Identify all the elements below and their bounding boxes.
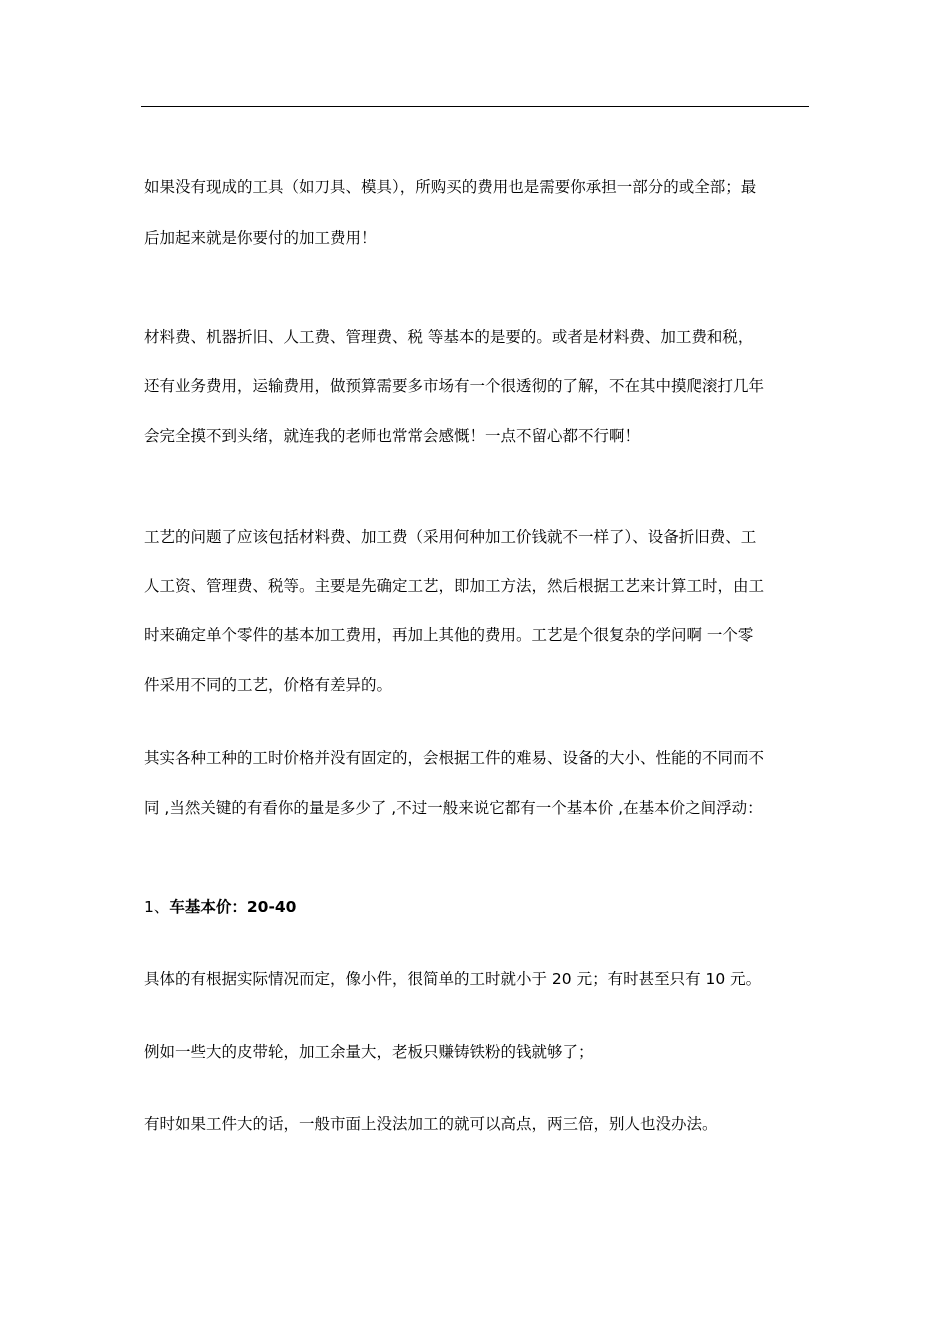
header-rule — [141, 106, 809, 107]
paragraph-3-line-4: 件采用不同的工艺，价格有差异的。 — [144, 676, 393, 694]
note-line-2: 例如一些大的皮带轮，加工余量大，老板只赚铸铁粉的钱就够了； — [144, 1043, 594, 1061]
paragraph-3-line-1: 工艺的问题了应该包括材料费、加工费（采用何种加工价钱就不一样了）、设备折旧费、工 — [144, 528, 757, 546]
paragraph-2-line-3: 会完全摸不到头绪，就连我的老师也常常会感慨！一点不留心都不行啊！ — [144, 427, 641, 445]
paragraph-2-line-2: 还有业务费用，运输费用，做预算需要多市场有一个很透彻的了解，不在其中摸爬滚打几年 — [144, 377, 765, 395]
paragraph-2-line-1: 材料费、机器折旧、人工费、管理费、税 等基本的是要的。或者是材料费、加工费和税， — [144, 328, 754, 346]
note-line-1: 具体的有根据实际情况而定，像小件，很简单的工时就小于 20 元；有时甚至只有 10 元。 — [144, 970, 762, 988]
section-heading-text: 车基本价：20-40 — [169, 898, 297, 916]
section-heading — [144, 895, 812, 919]
paragraph-1-line-1: 如果没有现成的工具（如刀具、模具），所购买的费用也是需要你承担一部分的或全部；最 — [144, 178, 757, 196]
section-heading-number: 1、 — [144, 898, 170, 916]
paragraph-3-line-3: 时来确定单个零件的基本加工费用，再加上其他的费用。工艺是个很复杂的学问啊 一个零 — [144, 626, 754, 644]
paragraph-1-line-2: 后加起来就是你要付的加工费用！ — [144, 229, 377, 247]
paragraph-4-line-2: 同 ,当然关键的有看你的量是多少了 ,不过一般来说它都有一个基本价 ,在基本价之间浮动： — [144, 799, 763, 817]
note-line-3: 有时如果工件大的话，一般市面上没法加工的就可以高点，两三倍，别人也没办法。 — [144, 1115, 718, 1133]
paragraph-3-line-2: 人工资、管理费、税等。主要是先确定工艺，即加工方法，然后根据工艺来计算工时，由工 — [144, 577, 765, 595]
paragraph-4-line-1: 其实各种工种的工时价格并没有固定的，会根据工件的难易、设备的大小、性能的不同而不 — [144, 749, 765, 767]
